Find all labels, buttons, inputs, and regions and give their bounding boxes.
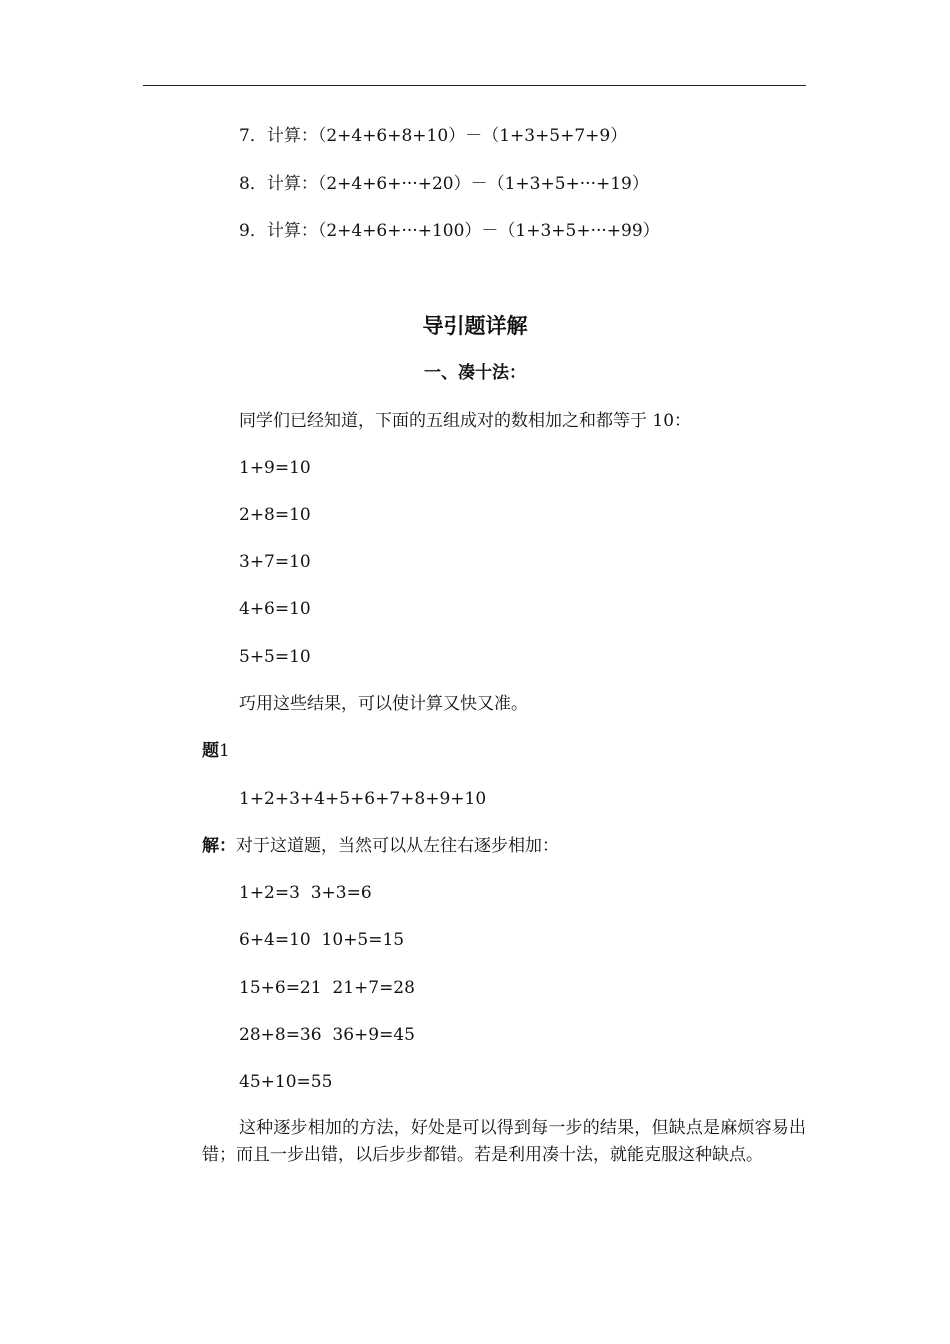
pair-5: 5+5=10 <box>239 647 311 667</box>
solution-step-2: 6+4=10 10+5=15 <box>239 930 405 950</box>
solution-step-4: 28+8=36 36+9=45 <box>239 1025 415 1045</box>
problem-7: 7．计算：（2+4+6+8+10）－（1+3+5+7+9） <box>239 126 628 146</box>
question-number: 1 <box>219 741 230 761</box>
solution-text: 对于这道题，当然可以从左往右逐步相加： <box>236 836 559 856</box>
question-expression: 1+2+3+4+5+6+7+8+9+10 <box>239 789 487 809</box>
solution-step-3: 15+6=21 21+7=28 <box>239 978 415 998</box>
pair-1: 1+9=10 <box>239 458 311 478</box>
solution-step-5: 45+10=55 <box>239 1072 333 1092</box>
problem-8: 8．计算：（2+4+6+···+20）－（1+3+5+···+19） <box>239 174 649 194</box>
subsection-title: 一、凑十法： <box>424 363 526 383</box>
section-title: 导引题详解 <box>422 314 528 338</box>
solution-step-1: 1+2=3 3+3=6 <box>239 883 372 903</box>
problem-9: 9．计算：（2+4+6+···+100）－（1+3+5+···+99） <box>239 221 660 241</box>
question-label: 题 <box>202 741 219 761</box>
header-rule <box>143 85 806 86</box>
pair-3: 3+7=10 <box>239 552 311 572</box>
solution-label: 解： <box>202 836 236 856</box>
solution-line <box>202 835 559 857</box>
tip-text: 巧用这些结果，可以使计算又快又准。 <box>239 694 528 714</box>
intro-text: 同学们已经知道，下面的五组成对的数相加之和都等于 10： <box>239 411 692 431</box>
conclusion-paragraph: 这种逐步相加的方法，好处是可以得到每一步的结果，但缺点是麻烦容易出错；而且一步出错，以后步步都错。若是利用凑十法，就能克服这种缺点。 <box>202 1118 806 1165</box>
pair-4: 4+6=10 <box>239 599 311 619</box>
pair-2: 2+8=10 <box>239 505 311 525</box>
question-heading <box>202 740 230 762</box>
